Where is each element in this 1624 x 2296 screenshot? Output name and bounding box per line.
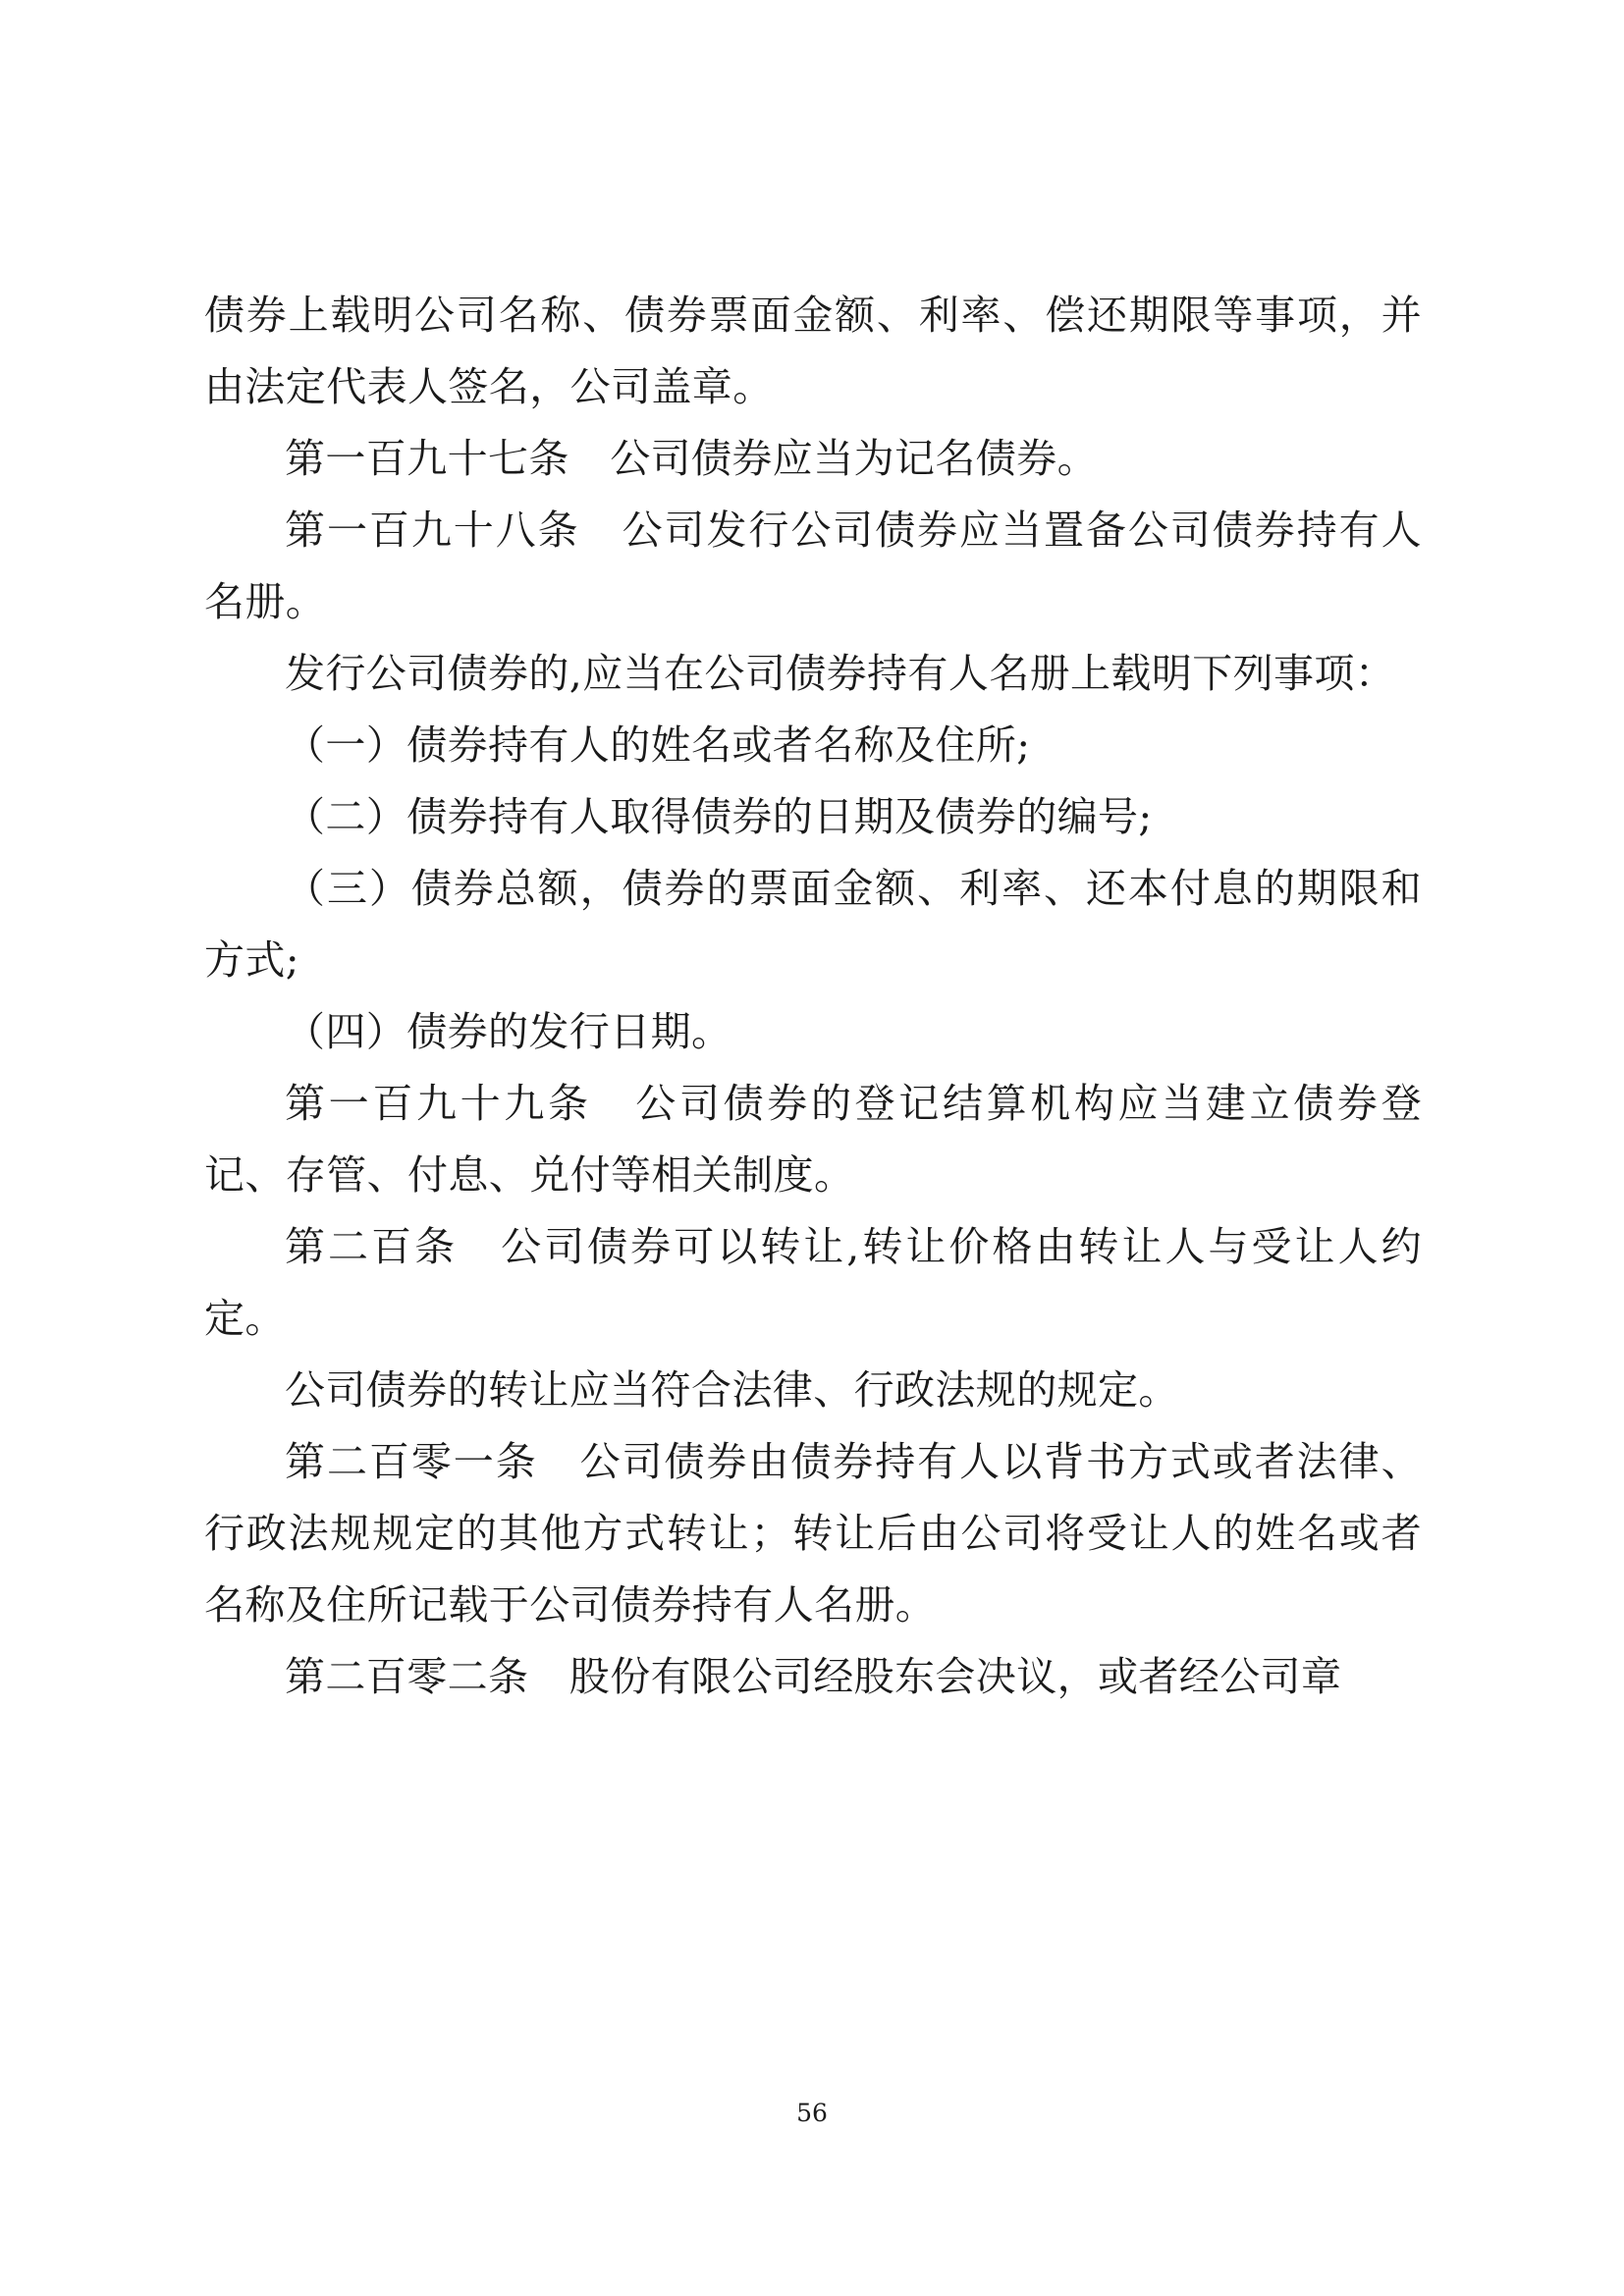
- paragraph-article-199: 第一百九十九条 公司债券的登记结算机构应当建立债券登记、存管、付息、兑付等相关制度。: [204, 1080, 1422, 1199]
- document-body: [204, 280, 1422, 1713]
- paragraph-article-198-continued: 发行公司债券的,应当在公司债券持有人名册上载明下列事项：: [285, 650, 1396, 697]
- list-item-2: （二）债券持有人取得债券的日期及债券的编号;: [285, 793, 1153, 840]
- paragraph-article-201: 第二百零一条 公司债券由债券持有人以背书方式或者法律、行政法规规定的其他方式转让；转让后由公司将受让人的姓名或者名称及住所记载于公司债券持有人名册。: [204, 1438, 1422, 1629]
- paragraph-article-198: 第一百九十八条 公司发行公司债券应当置备公司债券持有人名册。: [204, 507, 1422, 625]
- paragraph-article-202: 第二百零二条 股份有限公司经股东会决议，或者经公司章: [285, 1653, 1342, 1700]
- page-number: 56: [796, 2099, 828, 2127]
- paragraph: 债券上载明公司名称、债券票面金额、利率、偿还期限等事项，并由法定代表人签名，公司盖章。: [204, 292, 1422, 410]
- paragraph-article-200-continued: 公司债券的转让应当符合法律、行政法规的规定。: [285, 1366, 1179, 1414]
- paragraph-article-197: 第一百九十七条 公司债券应当为记名债券。: [285, 435, 1098, 482]
- list-item-1: （一）债券持有人的姓名或者名称及住所;: [285, 721, 1031, 769]
- list-item-3: （三）债券总额，债券的票面金额、利率、还本付息的期限和方式;: [204, 865, 1422, 984]
- list-item-4: （四）债券的发行日期。: [285, 1008, 732, 1055]
- paragraph-article-200: 第二百条 公司债券可以转让,转让价格由转让人与受让人约定。: [204, 1223, 1422, 1342]
